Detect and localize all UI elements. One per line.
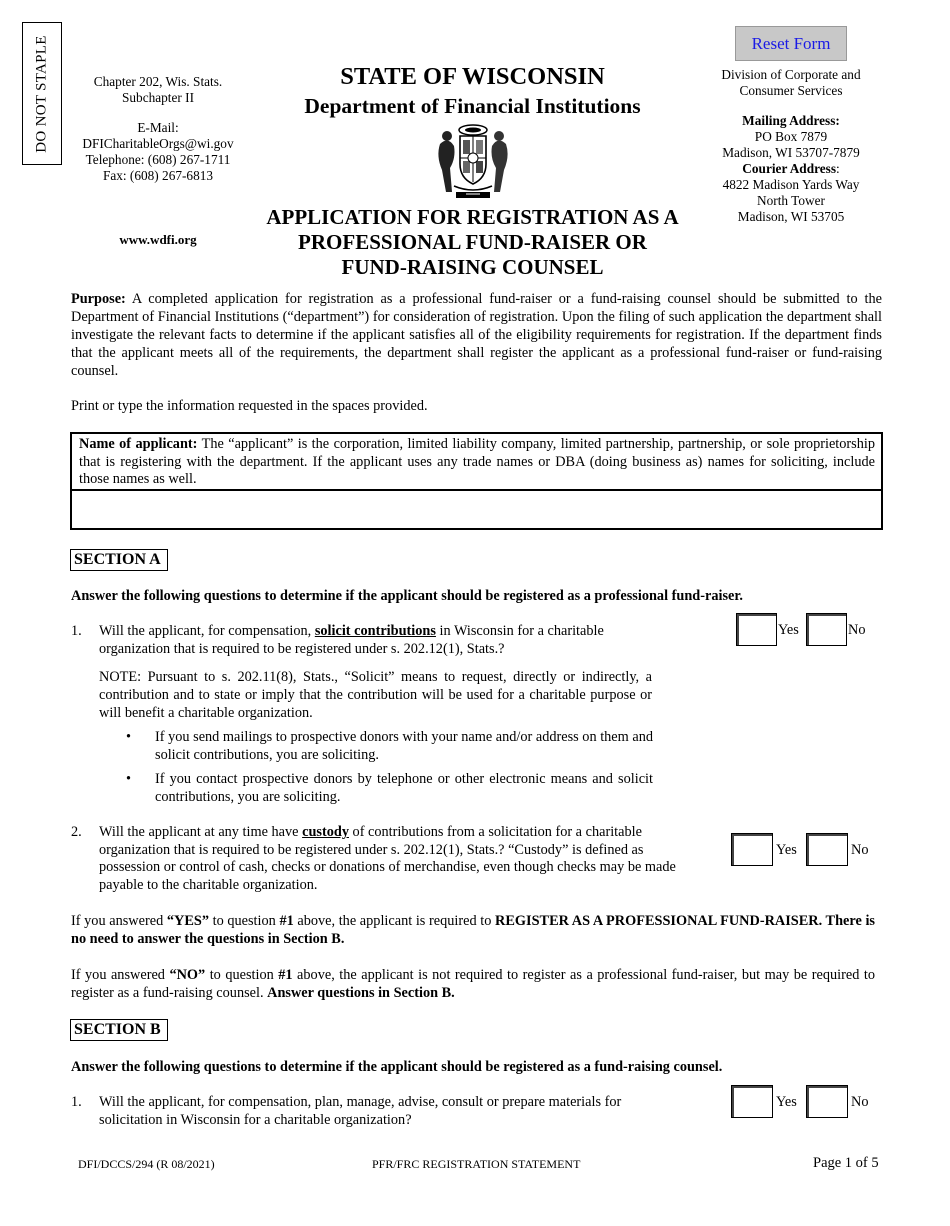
bullet-item	[126, 728, 653, 764]
courier-address-heading	[705, 161, 877, 177]
section-a-q2-yes-checkbox[interactable]	[731, 833, 773, 866]
bullet-text: If you send mailings to prospective donors with your name and/or address on them and solicit contributions, you are soliciting.	[155, 729, 653, 763]
section-a-q1-text: Will the applicant, for compensation, solicit contributions in Wisconsin for a charitable organization that is required to be registered under s. 202.12(1), Stats.?	[99, 623, 604, 657]
section-a-q2-no-checkbox[interactable]	[806, 833, 848, 866]
section-a-q1-no-checkbox[interactable]	[806, 613, 847, 646]
courier-address-line-2: North Tower	[757, 193, 825, 208]
name-of-applicant-description	[72, 434, 881, 488]
mailing-address-label: Mailing Address:	[742, 113, 840, 128]
bullet-marker: •	[126, 729, 132, 745]
fax-text: Fax: (608) 267-6813	[102, 168, 214, 183]
section-a-q2-number: 2.	[71, 824, 82, 840]
bullet-text: If you contact prospective donors by telephone or other electronic means and solicit contributions, you are soliciting.	[155, 771, 653, 805]
section-b-q1-no-label: No	[851, 1094, 869, 1110]
form-number: DFI/DCCS/294 (R 08/2021)	[78, 1157, 215, 1171]
footer-form-name: PFR/FRC REGISTRATION STATEMENT	[372, 1157, 581, 1171]
section-a-intro: Answer the following questions to determine if the applicant should be registered as a professional fund-raiser.	[71, 588, 743, 604]
bullet-marker: •	[126, 771, 132, 787]
form-title-line-3: FUND-RAISING COUNSEL	[341, 255, 604, 279]
name-of-applicant-label: Name of applicant:	[79, 436, 198, 452]
courier-address-colon: :	[836, 161, 840, 176]
courier-address-line-1: 4822 Madison Yards Way	[722, 177, 860, 192]
email-address: DFICharitableOrgs@wi.gov	[82, 136, 234, 151]
section-b-q1-number: 1.	[71, 1094, 82, 1110]
mailing-address-line-2: Madison, WI 53707-7879	[722, 145, 860, 160]
section-a-q2-text: Will the applicant at any time have custody of contributions from a solicitation for a charitable organization that is required to be registered under s. 202.12(1), Stats.? “Custody” is defined as possession or control of cash, checks or donations of merchandise, even though checks may be made payable to the charitable organization.	[99, 824, 676, 893]
section-b-q1-text: Will the applicant, for compensation, plan, manage, advise, consult or prepare materials for solicitation in Wisconsin for a charitable organization?	[99, 1094, 622, 1128]
division-line-2: Consumer Services	[739, 83, 843, 98]
solicit-contributions-term: solicit contributions	[314, 623, 436, 639]
section-b-q1-no-checkbox[interactable]	[806, 1085, 848, 1118]
section-a-q2-yes-label: Yes	[776, 842, 797, 858]
purpose-label: Purpose:	[71, 291, 126, 307]
section-b-q1-yes-checkbox[interactable]	[731, 1085, 773, 1118]
subchapter-text: Subchapter II	[122, 90, 194, 105]
section-a-heading: SECTION A	[70, 549, 168, 571]
reset-form-button[interactable]: Reset Form	[735, 26, 847, 61]
stamp-text: DO NOT STAPLE	[33, 34, 50, 153]
division-line-1: Division of Corporate and	[721, 67, 861, 82]
telephone-text: Telephone: (608) 267-1711	[85, 152, 231, 167]
state-seal-icon	[432, 122, 514, 202]
chapter-text: Chapter 202, Wis. Stats.	[93, 74, 223, 89]
email-label: E-Mail:	[137, 120, 179, 135]
department-title: Department of Financial Institutions	[304, 94, 641, 118]
form-title	[240, 205, 705, 280]
mailing-address-line-1: PO Box 7879	[754, 129, 828, 144]
section-b-intro: Answer the following questions to determine if the applicant should be registered as a fund-raising counsel.	[71, 1059, 723, 1075]
bullet-item	[126, 770, 653, 806]
section-a-q1-no-label: No	[848, 622, 866, 638]
section-a-q2-no-label: No	[851, 842, 869, 858]
yes-answer-instruction: If you answered “YES” to question #1 above, the applicant is required to REGISTER AS A PROFESSIONAL FUND-RAISER. There is no need to answer the questions in Section B.	[71, 913, 875, 947]
section-a-q1-yes-checkbox[interactable]	[736, 613, 777, 646]
form-title-line-2: PROFESSIONAL FUND-RAISER OR	[298, 230, 647, 254]
purpose-paragraph	[71, 290, 882, 380]
name-of-applicant-text: The “applicant” is the corporation, limited liability company, limited partnership, partnership, or sole proprietorship that is registering with the department. If the applicant uses any trade names or DBA (doing business as) names for soliciting, include those names as well.	[79, 436, 876, 487]
do-not-staple-stamp	[22, 22, 62, 165]
section-a-q1-yes-label: Yes	[778, 622, 799, 638]
section-b-heading: SECTION B	[70, 1019, 168, 1041]
agency-contact-info	[72, 74, 244, 184]
custody-term: custody	[302, 824, 349, 840]
no-answer-instruction: If you answered “NO” to question #1 above, the applicant is not required to register as a professional fund-raiser, but may be required to register as a fund-raising counsel. Answer questions in Section B.	[71, 967, 875, 1001]
courier-address-line-3: Madison, WI 53705	[737, 209, 845, 224]
section-a-q1-number: 1.	[71, 623, 82, 639]
page-number: Page 1 of 5	[813, 1155, 879, 1171]
name-of-applicant-box	[70, 432, 883, 530]
division-address-info	[705, 67, 877, 225]
purpose-text: A completed application for registration as a professional fund-raiser or a fund-raising counsel should be submitted to the Department of Financial Institutions (“department”) for consideration of registration. Upon the filing of such application the department shall investigate the relevant facts to determine if the applicant satisfies all of the eligibility requirements for registration. If the department finds that the applicant meets all of the requirements, the department shall register the applicant as a professional fund-raiser or fund-raising counsel.	[71, 291, 882, 379]
courier-address-label: Courier Address	[742, 161, 836, 176]
name-of-applicant-input[interactable]	[72, 489, 881, 528]
form-title-line-1: APPLICATION FOR REGISTRATION AS A	[266, 205, 679, 229]
state-title: STATE OF WISCONSIN	[340, 63, 605, 90]
solicit-definition-note: NOTE: Pursuant to s. 202.11(8), Stats., “Solicit” means to request, directly or indirectly, a contribution and to state or imply that the contribution will be used for a charitable purpose or will benefit a charitable organization.	[99, 669, 652, 721]
print-instruction: Print or type the information requested in the spaces provided.	[71, 398, 428, 414]
section-b-q1-yes-label: Yes	[776, 1094, 797, 1110]
website-link: www.wdfi.org	[119, 232, 197, 247]
